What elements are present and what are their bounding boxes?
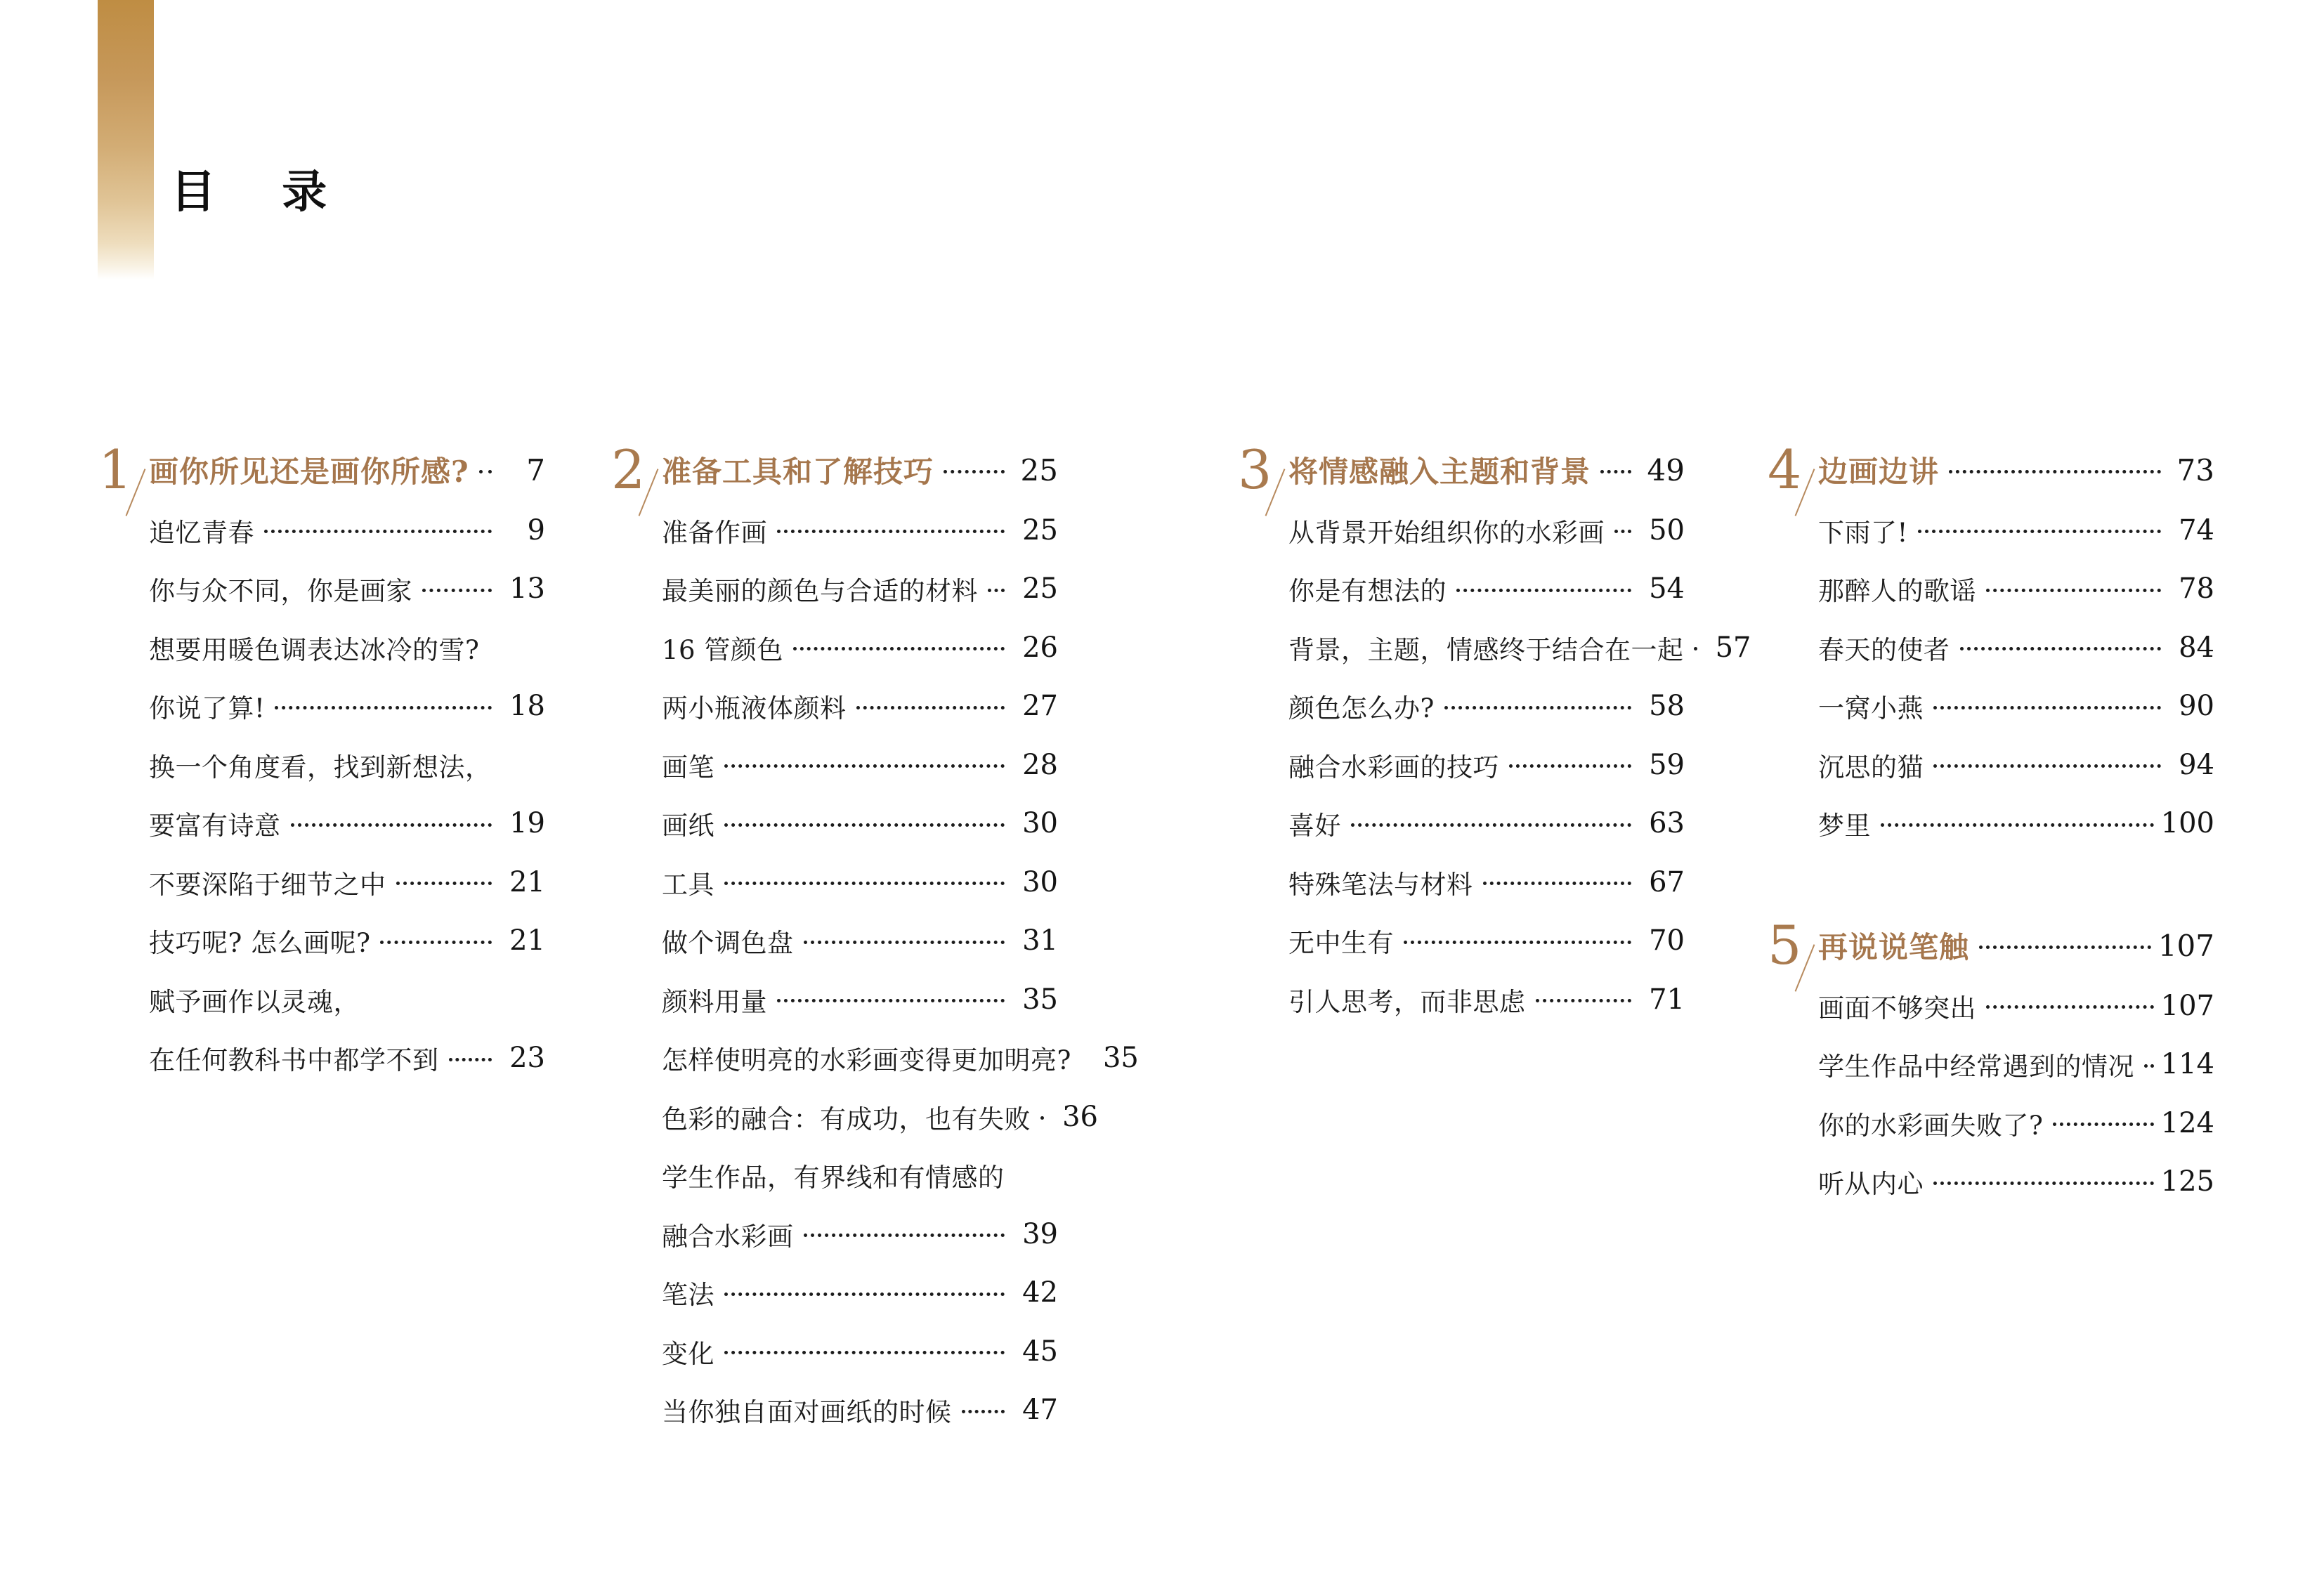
toc-entry-row bbox=[1768, 560, 2214, 619]
toc-entry-page-number: 57 bbox=[1715, 631, 1751, 664]
blank-leader bbox=[1081, 1058, 1085, 1061]
toc-entry-page-number: 94 bbox=[2179, 748, 2214, 781]
toc-entry-row bbox=[1238, 618, 1751, 677]
toc-entry-row bbox=[611, 794, 1058, 853]
toc-entry-page-number: 50 bbox=[1649, 513, 1685, 547]
toc-entry-title: 背景，主题，情感终于结合在一起 bbox=[1288, 634, 1684, 665]
toc-entry-page-number: 23 bbox=[509, 1042, 545, 1075]
chapter bbox=[98, 439, 545, 1087]
toc-entry-row bbox=[611, 912, 1058, 971]
dot-leader bbox=[1881, 823, 2154, 827]
chapter bbox=[611, 438, 1139, 1439]
toc-entry-row bbox=[98, 794, 545, 853]
dot-leader bbox=[777, 999, 1005, 1002]
dot-leader bbox=[1960, 647, 2162, 650]
chapter-page-number: 25 bbox=[1020, 452, 1058, 488]
toc-entry-row bbox=[1768, 976, 2214, 1035]
toc-entry-title: 工具 bbox=[662, 869, 714, 900]
toc-entry-title: 沉思的猫 bbox=[1818, 752, 1924, 783]
chapter-page-number: 7 bbox=[526, 452, 545, 488]
toc-entry-page-number: 25 bbox=[1022, 572, 1058, 606]
chapter-page-number: 73 bbox=[2176, 452, 2214, 488]
chapter-number: 2 bbox=[611, 438, 646, 501]
toc-entry-page-number: 90 bbox=[2179, 690, 2214, 723]
toc-entry-title: 特殊笔法与材料 bbox=[1288, 869, 1473, 900]
toc-entry-row bbox=[98, 912, 545, 971]
toc-entry-title: 换一个角度看，找到新想法， bbox=[149, 752, 492, 783]
toc-entry-page-number: 26 bbox=[1022, 631, 1058, 664]
toc-entry-row bbox=[98, 735, 545, 794]
toc-entry-row bbox=[98, 853, 545, 912]
dot-leader bbox=[804, 941, 1005, 944]
chapter-title: 再说说笔触 bbox=[1818, 930, 1970, 964]
toc-entry-title: 准备作画 bbox=[662, 517, 767, 548]
dot-leader bbox=[724, 882, 1005, 885]
toc-entry-page-number: 36 bbox=[1062, 1100, 1098, 1133]
chapter-number: 1 bbox=[98, 438, 133, 501]
toc-column-3 bbox=[1238, 438, 1751, 1029]
toc-entry-page-number: 35 bbox=[1022, 983, 1058, 1016]
toc-entry-row bbox=[1768, 794, 2214, 853]
chapter bbox=[1768, 915, 2214, 1211]
toc-column-2 bbox=[611, 438, 1139, 1439]
dot-leader bbox=[1986, 1005, 2154, 1009]
dot-leader bbox=[264, 530, 492, 533]
dot-leader bbox=[291, 823, 492, 827]
toc-entry-row bbox=[611, 1146, 1058, 1205]
toc-entry-page-number: 84 bbox=[2179, 631, 2214, 664]
chapter-heading bbox=[1238, 439, 1685, 501]
toc-entry-row bbox=[611, 618, 1058, 677]
toc-entry-row bbox=[98, 970, 545, 1029]
dot-leader bbox=[1040, 1116, 1045, 1120]
toc-entry-page-number: 35 bbox=[1102, 1042, 1139, 1075]
toc-entry-title: 颜料用量 bbox=[662, 986, 767, 1017]
toc-entry-row bbox=[611, 560, 1058, 619]
toc-entry-title: 喜好 bbox=[1288, 811, 1341, 842]
toc-entry-page-number: 107 bbox=[2160, 989, 2214, 1022]
dot-leader bbox=[1986, 589, 2161, 592]
toc-entry-row bbox=[611, 853, 1058, 912]
toc-entry-row bbox=[1768, 1153, 2214, 1212]
dot-leader bbox=[1536, 999, 1632, 1002]
toc-entry-row bbox=[611, 1381, 1058, 1440]
dot-leader bbox=[1351, 823, 1631, 827]
dot-leader bbox=[944, 470, 1005, 473]
toc-entry-page-number: 70 bbox=[1649, 924, 1685, 957]
toc-entry-page-number: 27 bbox=[1022, 690, 1058, 723]
toc-entry-title: 听从内心 bbox=[1818, 1169, 1924, 1200]
toc-entry-title: 最美丽的颜色与合适的材料 bbox=[662, 576, 978, 607]
dot-leader bbox=[1979, 945, 2151, 949]
toc-entry-page-number: 21 bbox=[509, 865, 545, 898]
chapter-number: 3 bbox=[1238, 438, 1272, 501]
dot-leader bbox=[1600, 470, 1631, 473]
toc-entry-page-number: 30 bbox=[1022, 865, 1058, 898]
dot-leader bbox=[856, 706, 1005, 709]
toc-entry-page-number: 58 bbox=[1649, 690, 1685, 723]
toc-entry-title: 画笔 bbox=[662, 752, 714, 783]
toc-entry-title: 无中生有 bbox=[1288, 928, 1394, 959]
toc-entry-row bbox=[611, 501, 1058, 560]
toc-entry-page-number: 59 bbox=[1649, 748, 1685, 781]
toc-entry-row bbox=[1768, 1094, 2214, 1153]
dot-leader bbox=[988, 589, 1005, 592]
toc-entry-title: 16 管颜色 bbox=[662, 634, 783, 665]
toc-entry-row bbox=[1238, 501, 1685, 560]
dot-leader bbox=[724, 764, 1005, 768]
toc-entry-page-number: 18 bbox=[509, 690, 545, 723]
chapter-gap bbox=[1768, 853, 2214, 915]
toc-entry-row bbox=[1238, 560, 1685, 619]
toc-entry-row bbox=[611, 1029, 1139, 1088]
dot-leader bbox=[1456, 589, 1631, 592]
toc-entry-row bbox=[1768, 1035, 2214, 1094]
toc-entry-row bbox=[611, 1264, 1058, 1323]
dot-leader bbox=[777, 530, 1005, 533]
toc-entry-page-number: 28 bbox=[1022, 748, 1058, 781]
dot-leader bbox=[2144, 1064, 2154, 1068]
toc-entry-title: 追忆青春 bbox=[149, 517, 254, 548]
chapter-title: 准备工具和了解技巧 bbox=[662, 454, 934, 489]
toc-entry-title: 梦里 bbox=[1818, 811, 1871, 842]
toc-entry-title: 画纸 bbox=[662, 811, 714, 842]
toc-entry-row bbox=[1768, 677, 2214, 736]
toc-entry-row bbox=[611, 1087, 1098, 1146]
toc-entry-row bbox=[98, 677, 545, 736]
chapter-title: 边画边讲 bbox=[1818, 454, 1940, 489]
chapter-number: 4 bbox=[1768, 438, 1802, 501]
dot-leader bbox=[449, 1058, 492, 1061]
chapter-page-number: 107 bbox=[2157, 928, 2214, 963]
toc-entry-row bbox=[611, 735, 1058, 794]
toc-entry-title: 融合水彩画 bbox=[662, 1221, 794, 1252]
toc-entry-title: 变化 bbox=[662, 1338, 714, 1369]
dot-leader bbox=[962, 1410, 1005, 1413]
toc-entry-page-number: 13 bbox=[509, 572, 545, 606]
toc-entry-title: 你与众不同，你是画家 bbox=[149, 576, 412, 607]
toc-entry-page-number: 114 bbox=[2160, 1048, 2214, 1081]
dot-leader bbox=[479, 470, 492, 473]
toc-entry-title: 不要深陷于细节之中 bbox=[149, 869, 386, 900]
chapter-title: 画你所见还是画你所感? bbox=[149, 454, 469, 489]
dot-leader bbox=[1444, 706, 1631, 709]
toc-entry-title: 学生作品中经常遇到的情况 bbox=[1818, 1052, 2134, 1082]
dot-leader bbox=[1694, 647, 1698, 650]
chapter-heading bbox=[98, 439, 545, 501]
toc-entry-title: 笔法 bbox=[662, 1280, 714, 1311]
toc-entry-title: 当你独自面对画纸的时候 bbox=[662, 1397, 952, 1428]
toc-entry-title: 一窝小燕 bbox=[1818, 693, 1924, 724]
toc-entry-row bbox=[1238, 853, 1685, 912]
toc-entry-title: 画面不够突出 bbox=[1818, 993, 1976, 1023]
toc-entry-row bbox=[98, 1029, 545, 1088]
chapter-title-row bbox=[1818, 449, 2214, 491]
chapter bbox=[1768, 439, 2214, 853]
toc-entry-page-number: 30 bbox=[1022, 807, 1058, 840]
chapter-title: 将情感融入主题和背景 bbox=[1288, 454, 1591, 489]
dot-leader bbox=[1933, 1182, 2154, 1185]
toc-entry-page-number: 39 bbox=[1022, 1217, 1058, 1250]
toc-entry-title: 你是有想法的 bbox=[1288, 576, 1447, 607]
dot-leader bbox=[275, 706, 492, 709]
toc-entry-page-number: 25 bbox=[1022, 513, 1058, 547]
toc-entry-title: 赋予画作以灵魂， bbox=[149, 986, 360, 1017]
toc-entry-page-number: 19 bbox=[509, 807, 545, 840]
toc-entry-page-number: 63 bbox=[1649, 807, 1685, 840]
toc-entry-row bbox=[98, 560, 545, 619]
toc-entry-row bbox=[611, 1205, 1058, 1264]
toc-entry-page-number: 31 bbox=[1022, 924, 1058, 957]
dot-leader bbox=[422, 589, 492, 592]
dot-leader bbox=[1404, 941, 1631, 944]
toc-entry-title: 色彩的融合：有成功，也有失败 bbox=[662, 1104, 1031, 1134]
toc-entry-title: 引人思考，而非思虑 bbox=[1288, 986, 1526, 1017]
toc-entry-row bbox=[1238, 794, 1685, 853]
toc-entry-row bbox=[1238, 912, 1685, 971]
toc-entry-page-number: 47 bbox=[1022, 1394, 1058, 1427]
dot-leader bbox=[396, 882, 492, 885]
chapter-heading bbox=[1768, 915, 2214, 976]
toc-entry-page-number: 78 bbox=[2179, 572, 2214, 606]
dot-leader bbox=[1509, 764, 1631, 768]
toc-entry-title: 要富有诗意 bbox=[149, 811, 281, 842]
toc-entry-page-number: 54 bbox=[1649, 572, 1685, 606]
toc-column-4 bbox=[1768, 439, 2214, 1211]
toc-entry-title: 你说了算! bbox=[149, 693, 266, 724]
dot-leader bbox=[1614, 530, 1631, 533]
toc-entry-page-number: 21 bbox=[509, 924, 545, 957]
toc-entry-title: 做个调色盘 bbox=[662, 928, 794, 959]
toc-column-1 bbox=[98, 439, 545, 1087]
toc-entry-page-number: 100 bbox=[2160, 807, 2214, 840]
toc-entry-title: 春天的使者 bbox=[1818, 634, 1950, 665]
toc-entry-row bbox=[1768, 735, 2214, 794]
toc-entry-row bbox=[611, 677, 1058, 736]
dot-leader bbox=[1918, 530, 2161, 533]
toc-entry-title: 从背景开始组织你的水彩画 bbox=[1288, 517, 1605, 548]
dot-leader bbox=[2053, 1123, 2153, 1126]
toc-entry-title: 颜色怎么办? bbox=[1288, 693, 1435, 724]
toc-entry-title: 两小瓶液体颜料 bbox=[662, 693, 847, 724]
toc-entry-page-number: 42 bbox=[1022, 1276, 1058, 1309]
toc-entry-title: 怎样使明亮的水彩画变得更加明亮? bbox=[662, 1045, 1071, 1076]
dot-leader bbox=[1933, 706, 2161, 709]
toc-entry-page-number: 9 bbox=[527, 513, 545, 547]
toc-entry-row bbox=[98, 501, 545, 560]
toc-entry-page-number: 67 bbox=[1649, 865, 1685, 898]
chapter-heading bbox=[611, 439, 1058, 501]
toc-entry-page-number: 71 bbox=[1649, 983, 1685, 1016]
toc-entry-title: 下雨了! bbox=[1818, 517, 1908, 548]
toc-entry-title: 想要用暖色调表达冰冷的雪? bbox=[149, 634, 480, 665]
toc-entry-title: 融合水彩画的技巧 bbox=[1288, 752, 1499, 783]
chapter-title-row bbox=[662, 449, 1058, 491]
dot-leader bbox=[724, 823, 1005, 827]
dot-leader bbox=[380, 941, 492, 944]
toc-entry-row bbox=[1768, 618, 2214, 677]
chapter-title-row bbox=[149, 449, 545, 491]
toc-entry-title: 那醉人的歌谣 bbox=[1818, 576, 1976, 607]
chapter-title-row bbox=[1818, 924, 2214, 967]
chapter-page-number: 49 bbox=[1647, 452, 1685, 488]
chapter-title-row bbox=[1288, 449, 1685, 491]
toc-entry-row bbox=[1238, 735, 1685, 794]
toc-entry-row bbox=[98, 618, 545, 677]
toc-entry-title: 学生作品，有界线和有情感的 bbox=[662, 1163, 1005, 1193]
chapter-heading bbox=[1768, 439, 2214, 501]
chapter-number: 5 bbox=[1768, 914, 1802, 976]
toc-entry-row bbox=[1768, 501, 2214, 560]
dot-leader bbox=[804, 1234, 1005, 1237]
toc-entry-page-number: 45 bbox=[1022, 1335, 1058, 1368]
dot-leader bbox=[1949, 470, 2161, 473]
dot-leader bbox=[1933, 764, 2161, 768]
dot-leader bbox=[724, 1351, 1005, 1354]
toc-entry-page-number: 124 bbox=[2160, 1106, 2214, 1139]
toc-entry-title: 你的水彩画失败了? bbox=[1818, 1110, 2044, 1141]
toc-entry-row bbox=[611, 1322, 1058, 1381]
toc-entry-title: 在任何教科书中都学不到 bbox=[149, 1045, 439, 1076]
decorative-gradient-bar bbox=[98, 0, 154, 280]
toc-entry-row bbox=[1238, 970, 1685, 1029]
toc-entry-row bbox=[1238, 677, 1685, 736]
chapter bbox=[1238, 438, 1751, 1029]
toc-entry-page-number: 74 bbox=[2179, 513, 2214, 547]
toc-entry-row bbox=[611, 970, 1058, 1029]
dot-leader bbox=[793, 647, 1005, 650]
dot-leader bbox=[1483, 882, 1632, 885]
toc-entry-page-number: 125 bbox=[2160, 1165, 2214, 1198]
dot-leader bbox=[724, 1293, 1005, 1296]
toc-entry-title: 技巧呢? 怎么画呢? bbox=[149, 928, 371, 959]
page-title: 目 录 bbox=[171, 166, 332, 218]
